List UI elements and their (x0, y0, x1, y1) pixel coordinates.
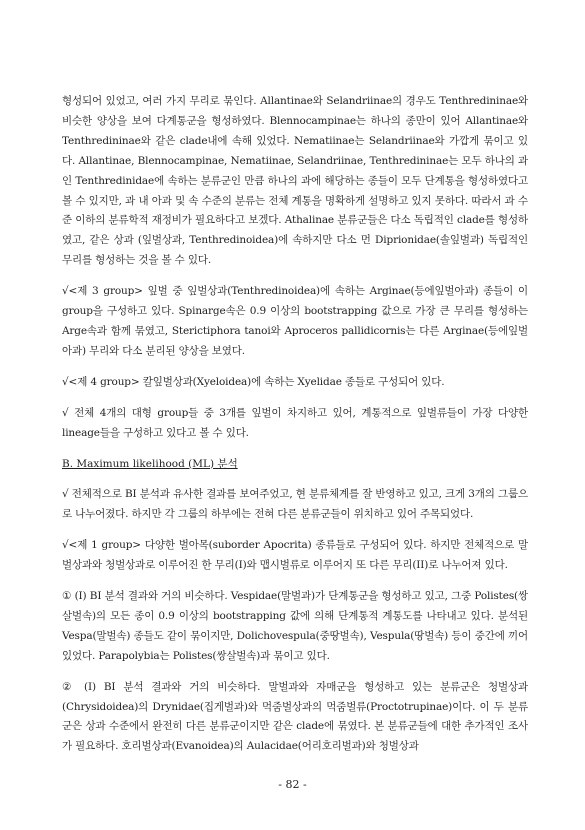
page-number: - 82 - (278, 778, 307, 791)
paragraph-ml-item-2: ② (I) BI 분석 결과와 거의 비슷하다. 말벌과와 자매군을 형성하고 있는 분류군은 청벌상과(Chrysidoidea)의 Drynidae(집게벌과)와 먹줌벌상과의 먹줌벌류(Proctotrupinae)이다. 이 두 분류군은 상과 수준에서 완전히 다른 분류군이지만 같은 clade에 묶였다. 본 분류군들에 대한 추가적인 조사가 필요하다. 호리벌상과(Evanoidea)의 Aulacidae(어리호리벌과)와 청벌상과 (62, 680, 528, 753)
paragraph-ml-overview: √ 전체적으로 BI 분석과 유사한 결과를 보여주었고, 현 분류체계를 잘 반영하고 있고, 크게 3개의 그룹으로 나누어졌다. 하지만 각 그룹의 하부에는 전혀 다른 분류군들이 위치하고 있어 주목되었다. (62, 488, 528, 521)
document-body (62, 92, 528, 757)
paragraph-group-3: √<제 3 group> 잎벌 중 잎벌상과(Tenthredinoidea)에 속하는 Arginae(등에잎벌아과) 종들이 이 group을 구성하고 있다. Spinarge속은 0.9 이상의 bootstrapping 값으로 가장 큰 무리를 형성하는 Arge속과 함께 묶였고, Sterictiphora tanoi와 Aproceros pallidicornis는 다른 Arginae(등에잎벌아과) 무리와 다소 분리된 양상을 보였다. (62, 285, 528, 357)
section-heading-ml: B. Maximum likelihood (ML) 분석 (62, 457, 238, 470)
paragraph-tenthredinidae: 형성되어 있었고, 여러 가지 무리로 묶인다. Allantinae와 Selandriinae의 경우도 Tenthredininae와 비슷한 양상을 보여 다계통군을 형성하였다. Blennocampinae는 하나의 종만이 있어 Allantinae와 Tenthredininae와 같은 clade내에 속해 있었다. Nematiinae는 Selandriinae와 가깝게 묶이고 있다. Allantinae, Blennocampinae, Nematiinae, Selandriinae, Tenthredininae는 모두 하나의 과인 Tenthredinidae에 속하는 분류군인 만큼 하나의 과에 해당하는 종들이 모두 단계통을 형성하였다고 볼 수 있지만, 과 내 아과 및 속 수준의 분류는 전체 계통을 명확하게 설명하고 있지 못하다. 따라서 과 수준 이하의 분류학적 재정비가 필요하다고 보겠다. Athalinae 분류군들은 다소 독립적인 clade를 형성하였고, 같은 상과 (잎벌상과, Tenthredinoidea)에 속하지만 다소 먼 Diprionidae(솔잎벌과) 독립적인 무리를 형성하는 것을 볼 수 있다. (62, 95, 528, 267)
paragraph-summary: √ 전체 4개의 대형 group들 중 3개를 잎벌이 차지하고 있어, 계통적으로 잎벌류들이 가장 다양한 lineage들을 구성하고 있다고 볼 수 있다. (62, 406, 528, 439)
paragraph-ml-group-1: √<제 1 group> 다양한 벌아목(suborder Apocrita) 종류들로 구성되어 있다. 하지만 전체적으로 말벌상과와 청벌상과로 이루어진 한 무리(I)와 맵시벌류로 이루어지 또 다른 무리(II)로 나누어져 있다. (62, 539, 528, 572)
paragraph-ml-item-1: ① (I) BI 분석 결과와 거의 비슷하다. Vespidae(말벌과)가 단계통군을 형성하고 있고, 그중 Polistes(쌍살벌속)의 모든 종이 0.9 이상의 bootstrapping 값에 의해 단계통적 계통도를 나타내고 있다. 분석된 Vespa(말벌속) 종들도 같이 묶이지만, Dolichovespula(중땅벌속), Vespula(땅벌속) 등이 중간에 끼어 있었다. Parapolybia는 Polistes(쌍살벌속)과 묶이고 있다. (62, 590, 528, 662)
paragraph-group-4: √<제 4 group> 칼잎벌상과(Xyeloidea)에 속하는 Xyelidae 종들로 구성되어 있다. (62, 375, 445, 388)
